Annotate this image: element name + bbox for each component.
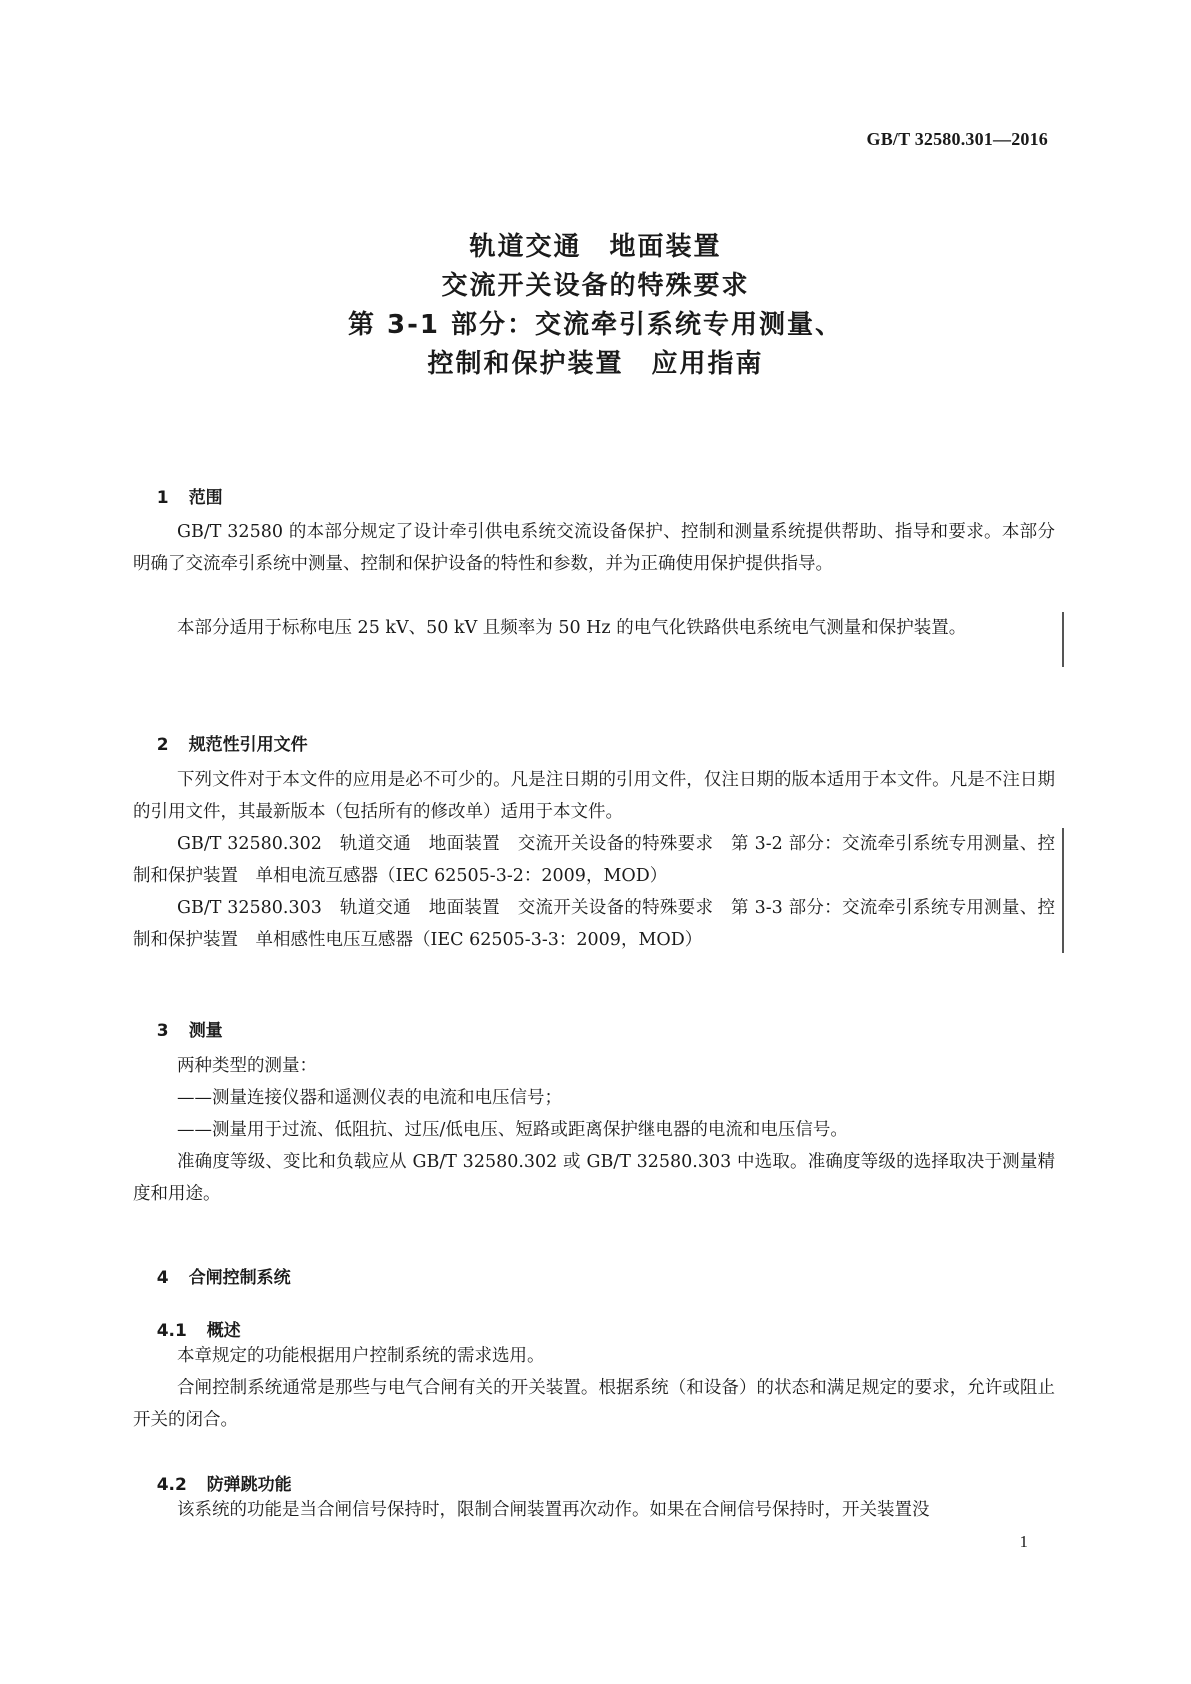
reference-item-1: GB/T 32580.302 轨道交通 地面装置 交流开关设备的特殊要求 第 3-2 部分：交流牵引系统专用测量、控制和保护装置 单相电流互感器（IEC 62505-3-2：2009，MOD）	[133, 834, 1055, 886]
section-2-paragraph-1: 下列文件对于本文件的应用是必不可少的。凡是注日期的引用文件，仅注日期的版本适用于本文件。凡是不注日期的引用文件，其最新版本（包括所有的修改单）适用于本文件。	[133, 770, 1055, 822]
document-title	[0, 228, 1191, 384]
section-1-paragraph-1: GB/T 32580 的本部分规定了设计牵引供电系统交流设备保护、控制和测量系统提供帮助、指导和要求。本部分明确了交流牵引系统中测量、控制和保护设备的特性和参数，并为正确使用保护提供指导。	[133, 522, 1055, 574]
revision-bar	[1062, 828, 1064, 953]
section-title: 合闸控制系统	[188, 1268, 291, 1288]
page-number: 1	[1019, 1532, 1028, 1551]
section-number: 4.2	[156, 1475, 187, 1495]
reference-item-2: GB/T 32580.303 轨道交通 地面装置 交流开关设备的特殊要求 第 3-3 部分：交流牵引系统专用测量、控制和保护装置 单相感性电压互感器（IEC 62505-3-3：2009，MOD）	[133, 898, 1055, 950]
title-line-1: 轨道交通 地面装置	[469, 232, 722, 262]
title-line-4: 控制和保护装置 应用指南	[427, 349, 764, 379]
section-3-list-item-2: ——测量用于过流、低阻抗、过压/低电压、短路或距离保护继电器的电流和电压信号。	[177, 1120, 848, 1140]
section-4-2-paragraph-1: 该系统的功能是当合闸信号保持时，限制合闸装置再次动作。如果在合闸信号保持时，开关装置没	[177, 1500, 930, 1520]
title-line-3: 第 3-1 部分：交流牵引系统专用测量、	[347, 310, 844, 340]
section-number: 2	[156, 735, 169, 755]
title-line-2: 交流开关设备的特殊要求	[441, 271, 750, 301]
section-number: 1	[156, 488, 169, 508]
section-number: 3	[156, 1021, 169, 1041]
section-1-paragraph-2: 本部分适用于标称电压 25 kV、50 kV 且频率为 50 Hz 的电气化铁路供电系统电气测量和保护装置。	[177, 618, 967, 638]
section-title: 测量	[188, 1021, 223, 1041]
section-title: 规范性引用文件	[188, 735, 308, 755]
section-number: 4.1	[156, 1321, 187, 1341]
section-3-paragraph-2: 准确度等级、变比和负载应从 GB/T 32580.302 或 GB/T 32580.303 中选取。准确度等级的选择取决于测量精度和用途。	[133, 1152, 1055, 1204]
section-3-paragraph-1: 两种类型的测量：	[177, 1056, 317, 1076]
standard-code: GB/T 32580.301—2016	[866, 129, 1048, 149]
section-title: 范围	[188, 488, 223, 508]
section-3-list-item-1: ——测量连接仪器和遥测仪表的电流和电压信号；	[177, 1088, 562, 1108]
revision-bar	[1062, 612, 1064, 667]
section-number: 4	[156, 1268, 169, 1288]
section-4-1-paragraph-1: 本章规定的功能根据用户控制系统的需求选用。	[177, 1346, 545, 1366]
section-title: 防弹跳功能	[206, 1475, 292, 1495]
section-title: 概述	[206, 1321, 241, 1341]
section-4-1-paragraph-2: 合闸控制系统通常是那些与电气合闸有关的开关装置。根据系统（和设备）的状态和满足规定的要求，允许或阻止开关的闭合。	[133, 1378, 1055, 1430]
